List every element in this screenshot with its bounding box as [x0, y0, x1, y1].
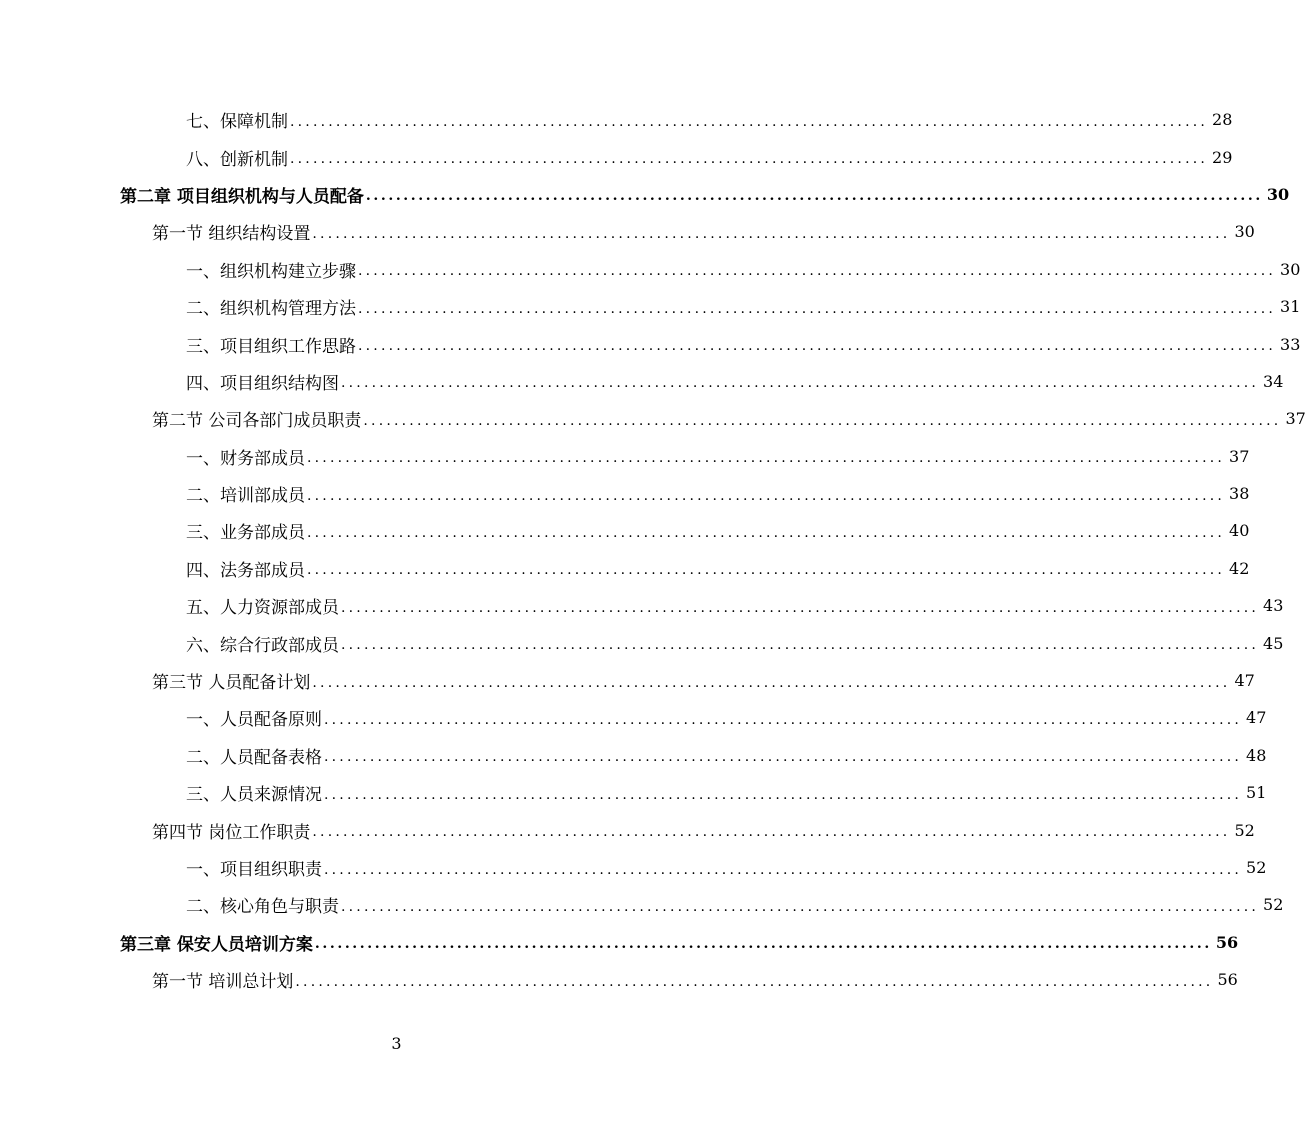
toc-entry-page: 47	[1234, 671, 1255, 691]
toc-section-entry[interactable]	[0, 811, 1255, 848]
toc-dot-leader: ........................................................................................................................	[307, 562, 1226, 579]
toc-entry[interactable]	[0, 774, 1267, 811]
toc-dot-leader: ........................................................................................................................	[358, 300, 1277, 317]
toc-entry-title: 六、综合行政部成员	[186, 635, 339, 656]
toc-entry-page: 56	[1215, 932, 1239, 952]
toc-entry-title: 一、组织机构建立步骤	[186, 261, 356, 282]
toc-entry[interactable]	[0, 251, 1301, 288]
toc-entry-title: 五、人力资源部成员	[186, 598, 339, 619]
toc-entry[interactable]	[0, 363, 1284, 400]
toc-entry[interactable]	[0, 512, 1250, 549]
toc-dot-leader: ........................................................................................................................	[363, 412, 1282, 429]
toc-entry-title: 三、业务部成员	[186, 523, 305, 544]
toc-entry-title: 一、人员配备原则	[186, 710, 322, 731]
toc-entry-page: 43	[1263, 596, 1284, 616]
toc-dot-leader: ........................................................................................................................	[358, 263, 1277, 280]
toc-entry-title: 第四节 岗位工作职责	[152, 822, 311, 843]
toc-dot-leader: ........................................................................................................................	[295, 973, 1214, 990]
table-of-contents	[0, 101, 1306, 998]
toc-entry[interactable]	[0, 624, 1284, 661]
toc-entry-title: 二、组织机构管理方法	[186, 299, 356, 320]
toc-entry[interactable]	[0, 138, 1233, 175]
toc-entry-title: 一、项目组织职责	[186, 860, 322, 880]
toc-entry-page: 37	[1229, 446, 1250, 466]
toc-entry-page: 29	[1212, 147, 1233, 167]
page-number: 3	[391, 1034, 402, 1053]
toc-entry[interactable]	[0, 849, 1267, 886]
toc-entry-title: 二、核心角色与职责	[186, 897, 339, 918]
toc-entry-page: 42	[1229, 558, 1250, 578]
toc-entry-title: 三、项目组织工作思路	[186, 336, 356, 357]
toc-entry-title: 三、人员来源情况	[186, 785, 322, 806]
toc-entry-title: 第一节 培训总计划	[152, 972, 294, 993]
toc-dot-leader: ........................................................................................................................	[290, 151, 1209, 168]
toc-entry-title: 七、保障机制	[186, 112, 288, 133]
toc-entry-title: 第三节 人员配备计划	[152, 673, 311, 694]
toc-entry-page: 52	[1263, 895, 1284, 915]
toc-entry[interactable]	[0, 699, 1267, 736]
toc-entry-page: 51	[1246, 783, 1267, 803]
toc-entry-title: 第二章 项目组织机构与人员配备	[120, 186, 364, 207]
toc-entry[interactable]	[0, 325, 1301, 362]
toc-dot-leader: ........................................................................................................................	[324, 749, 1243, 766]
toc-entry-page: 52	[1246, 858, 1267, 877]
toc-entry-page: 28	[1212, 110, 1233, 130]
toc-entry[interactable]	[0, 101, 1233, 138]
toc-dot-leader: ........................................................................................................................	[312, 824, 1231, 841]
toc-entry-page: 52	[1234, 820, 1255, 840]
toc-dot-leader: ........................................................................................................................	[341, 375, 1260, 392]
toc-entry-page: 31	[1280, 297, 1301, 317]
toc-entry-title: 第三章 保安人员培训方案	[120, 934, 313, 955]
toc-dot-leader: ........................................................................................................................	[324, 861, 1243, 878]
toc-section-entry[interactable]	[0, 400, 1306, 437]
toc-dot-leader: ........................................................................................................................	[341, 599, 1260, 616]
toc-dot-leader: ........................................................................................................................	[324, 786, 1243, 803]
toc-entry-page: 30	[1280, 259, 1301, 279]
toc-section-entry[interactable]	[0, 213, 1255, 250]
toc-entry-page: 33	[1280, 334, 1301, 354]
toc-dot-leader: ........................................................................................................................	[341, 637, 1260, 654]
toc-entry[interactable]	[0, 886, 1284, 923]
toc-dot-leader: ........................................................................................................................	[307, 487, 1226, 504]
toc-section-entry[interactable]	[0, 961, 1238, 998]
toc-entry-page: 47	[1246, 708, 1267, 728]
toc-dot-leader: ........................................................................................................................	[341, 898, 1260, 915]
toc-entry-page: 34	[1263, 371, 1284, 391]
toc-entry-page: 37	[1285, 409, 1306, 429]
toc-dot-leader: ........................................................................................................................	[312, 225, 1231, 242]
toc-dot-leader: ........................................................................................................................	[290, 113, 1209, 130]
toc-dot-leader: ........................................................................................................................	[358, 338, 1277, 355]
toc-entry[interactable]	[0, 550, 1250, 587]
toc-entry-page: 40	[1229, 521, 1250, 541]
toc-entry[interactable]	[0, 475, 1250, 512]
toc-entry-title: 一、财务部成员	[186, 448, 305, 469]
toc-dot-leader: ........................................................................................................................	[307, 524, 1226, 541]
toc-entry-title: 第二节 公司各部门成员职责	[152, 411, 362, 432]
toc-entry-page: 30	[1234, 222, 1255, 242]
toc-entry-page: 45	[1263, 633, 1284, 653]
toc-dot-leader: ........................................................................................................................	[307, 450, 1226, 467]
toc-entry-title: 二、培训部成员	[186, 486, 305, 507]
toc-chapter-entry[interactable]	[0, 924, 1239, 961]
toc-entry-page: 56	[1217, 970, 1238, 990]
toc-entry-page: 30	[1266, 184, 1290, 204]
toc-entry[interactable]	[0, 587, 1284, 624]
toc-dot-leader: ........................................................................................................................	[314, 936, 1212, 953]
toc-entry-title: 四、法务部成员	[186, 560, 305, 581]
toc-entry-title: 第一节 组织结构设置	[152, 224, 311, 245]
toc-dot-leader: ........................................................................................................................	[324, 711, 1243, 728]
toc-entry-title: 二、人员配备表格	[186, 747, 322, 768]
toc-section-entry[interactable]	[0, 662, 1255, 699]
toc-dot-leader: ........................................................................................................................	[365, 188, 1263, 205]
toc-entry-page: 48	[1246, 745, 1267, 765]
toc-entry[interactable]	[0, 438, 1250, 475]
toc-entry[interactable]	[0, 737, 1267, 774]
toc-entry[interactable]	[0, 288, 1301, 325]
toc-dot-leader: ........................................................................................................................	[312, 674, 1231, 691]
toc-entry-title: 八、创新机制	[186, 149, 288, 170]
toc-chapter-entry[interactable]	[0, 176, 1290, 213]
toc-entry-page: 38	[1229, 484, 1250, 504]
toc-entry-title: 四、项目组织结构图	[186, 373, 339, 394]
